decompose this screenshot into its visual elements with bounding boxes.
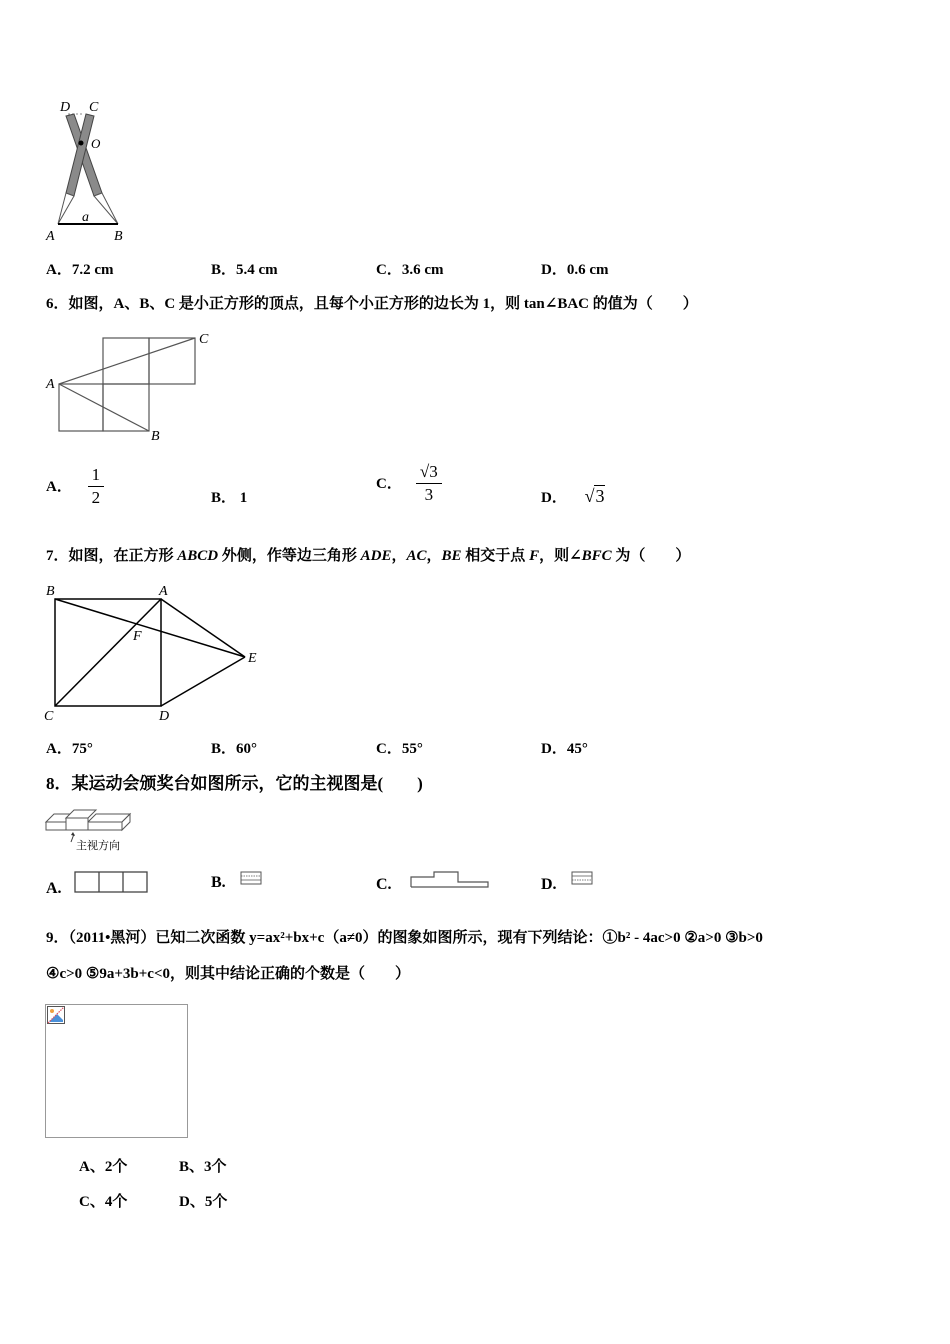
label-B: B: [46, 584, 55, 599]
label-F: F: [133, 629, 142, 644]
q9-title-line2: ④c>0 ⑤9a+3b+c<0，则其中结论正确的个数是（ ）: [46, 966, 410, 982]
fraction: $\frac{√3}{3}$: [416, 463, 442, 504]
q7-option-d[interactable]: D．45°: [541, 741, 588, 757]
q5-option-b[interactable]: B．5.4 cm: [211, 262, 278, 278]
q9-option-b[interactable]: B、3个: [179, 1159, 227, 1175]
q9-option-c[interactable]: C、4个: [79, 1194, 128, 1210]
q8-option-c[interactable]: C.: [376, 871, 490, 895]
q6-option-b[interactable]: B． 1: [211, 490, 248, 506]
q9-title-line1: 9．（2011•黑河）已知二次函数 y=ax²+bx+c（a≠0）的图象如图所示，现有下列结论：①b² - 4ac>0 ②a>0 ③b>0: [46, 930, 763, 946]
q7-title: 7．如图，在正方形 ABCD 外侧，作等边三角形 ADE，AC，BE 相交于点 F，则∠BFC 为（ ）: [46, 548, 691, 564]
label-B: B: [114, 229, 123, 244]
q7-option-c[interactable]: C．55°: [376, 741, 423, 757]
label-E: E: [248, 651, 257, 666]
side-view-lines-icon: [571, 871, 593, 885]
q8-option-b[interactable]: B.: [211, 871, 262, 893]
q8-podium-figure: [44, 808, 136, 856]
q6-option-c[interactable]: C． $\frac{√3}{3}$: [376, 463, 442, 504]
label-C: C: [89, 100, 99, 115]
broken-image-icon: [47, 1006, 65, 1024]
q7-option-a[interactable]: A．75°: [46, 741, 93, 757]
q5-option-a[interactable]: A．7.2 cm: [46, 262, 114, 278]
q6-option-a[interactable]: A． $\frac{1}{2}$: [46, 466, 104, 507]
label-B: B: [151, 429, 160, 443]
q5-compass-figure: [44, 98, 132, 248]
label-A: A: [46, 229, 55, 244]
q5-option-d[interactable]: D．0.6 cm: [541, 262, 609, 278]
q6-option-d[interactable]: D． √3: [541, 486, 605, 506]
label-A: A: [159, 584, 168, 599]
q7-square-figure: [40, 580, 280, 725]
q8-option-d[interactable]: D.: [541, 871, 593, 895]
label-D: D: [159, 709, 170, 724]
q6-grid-figure: [44, 328, 224, 443]
label-O: O: [91, 136, 101, 151]
three-squares-front-view: [74, 871, 148, 893]
label-C: C: [199, 332, 209, 347]
label-A: A: [46, 377, 55, 392]
fraction: $\frac{1}{2}$: [88, 466, 104, 507]
label-a: a: [82, 210, 89, 225]
label-D: D: [60, 100, 71, 115]
sqrt-expression: √3: [584, 486, 605, 506]
q9-option-a[interactable]: A、2个: [79, 1159, 128, 1175]
q9-option-d[interactable]: D、5个: [179, 1194, 228, 1210]
q7-option-b[interactable]: B．60°: [211, 741, 258, 757]
label-C: C: [44, 709, 54, 724]
q6-title: 6．如图，A、B、C 是小正方形的顶点，且每个小正方形的边长为 1，则 tan∠BAC 的值为（ ）: [46, 296, 698, 312]
top-view-lines-icon: [240, 871, 262, 885]
stepped-front-view: [410, 871, 490, 889]
q9-broken-image-placeholder: [45, 1004, 188, 1138]
q8-option-a[interactable]: A.: [46, 871, 148, 899]
q8-title: 8．某运动会颁奖台如图所示，它的主视图是( ): [46, 774, 423, 793]
q8-view-direction-caption: 主视方向: [76, 840, 120, 852]
q5-option-c[interactable]: C．3.6 cm: [376, 262, 444, 278]
